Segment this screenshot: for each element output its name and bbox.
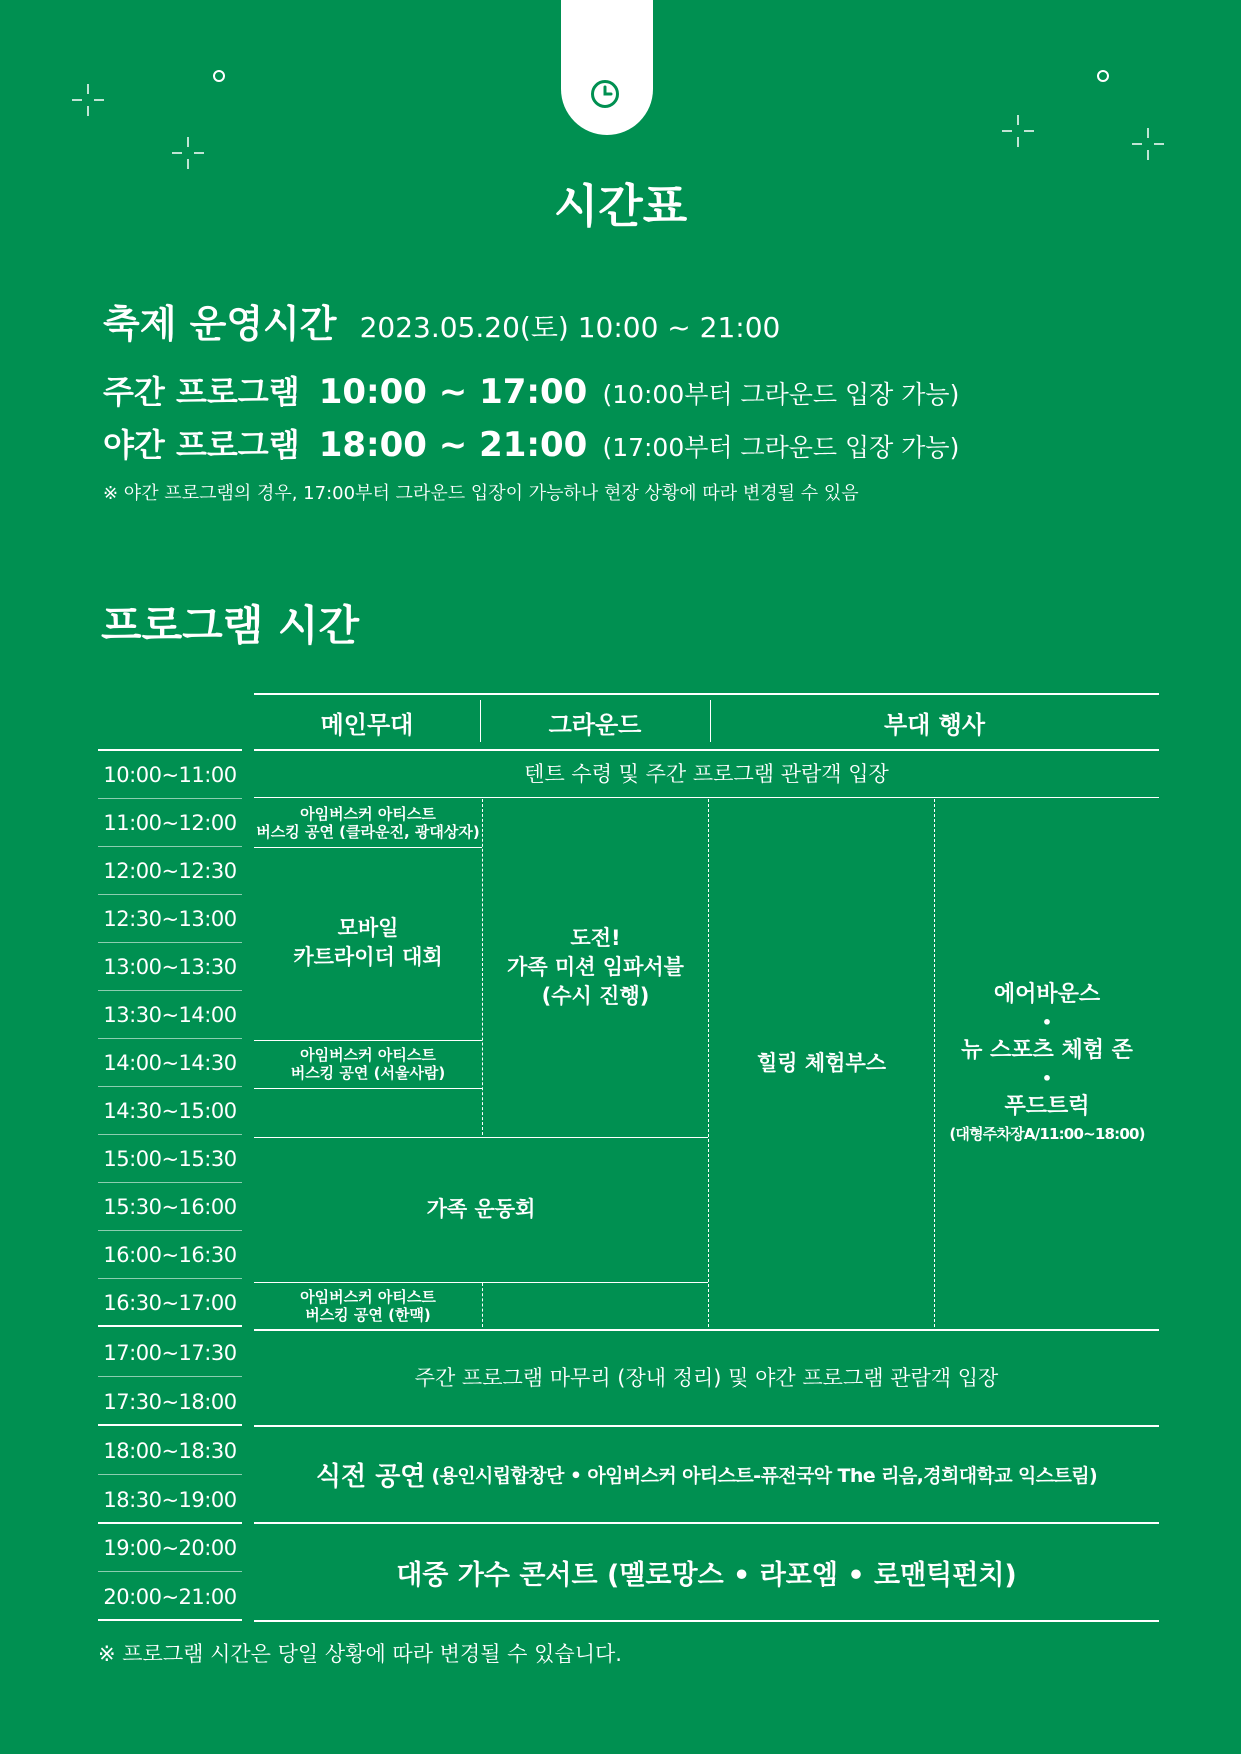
info-note: ※ 야간 프로그램의 경우, 17:00부터 그라운드 입장이 가능하나 현장 상황에 따라 변경될 수 있음 — [103, 483, 859, 504]
table-top-line — [254, 693, 1159, 695]
side-line2: 뉴 스포츠 체험 존 — [961, 1038, 1133, 1063]
busking-1-line2: 버스킹 공연 (클라운진, 광대상자) — [256, 822, 480, 841]
busking-3-cell — [254, 1284, 482, 1328]
time-slot: 19:00~20:00 — [98, 1524, 242, 1572]
clock-icon — [590, 79, 620, 109]
side-line1: 에어바운스 — [993, 982, 1101, 1007]
sparkle-icon — [70, 82, 106, 118]
sparkle-icon — [1000, 113, 1036, 149]
top-tab — [561, 0, 653, 135]
side-bullet: • — [1041, 1069, 1053, 1088]
healing-booth-cell: 힐링 체험부스 — [756, 1050, 887, 1075]
time-slot: 12:00~12:30 — [98, 847, 242, 895]
busking-3-line1: 아임버스커 아티스트 — [300, 1288, 436, 1306]
day-program-label: 주간 프로그램 — [103, 373, 300, 411]
festival-label: 축제 운영시간 — [103, 302, 337, 346]
mobile-line2: 카트라이더 대회 — [293, 945, 443, 969]
time-slot: 14:30~15:00 — [98, 1087, 242, 1135]
ceremony-title: 식전 공연 — [315, 1462, 426, 1492]
ceremony-cell — [254, 1427, 1159, 1522]
day-program-time: 10:00 ~ 17:00 — [318, 372, 588, 412]
time-slot: 15:00~15:30 — [98, 1135, 242, 1183]
time-slot: 16:00~16:30 — [98, 1231, 242, 1279]
row-line — [254, 797, 1159, 798]
time-slot: 13:00~13:30 — [98, 943, 242, 991]
footer-note: ※ 프로그램 시간은 당일 상황에 따라 변경될 수 있습니다. — [98, 1642, 622, 1666]
time-slot: 18:00~18:30 — [98, 1427, 242, 1475]
circle-icon — [1097, 70, 1109, 82]
challenge-line2: 가족 미션 임파서블 — [507, 954, 684, 979]
header-ground: 그라운드 — [548, 711, 642, 739]
side-sub: (대형주차장A/11:00~18:00) — [949, 1125, 1145, 1143]
mobile-cell — [254, 848, 482, 1038]
family-sports-cell: 가족 운동회 — [426, 1197, 536, 1221]
sparkle-icon — [170, 135, 206, 171]
busking-2-line2: 버스킹 공연 (서울사람) — [290, 1064, 446, 1082]
challenge-line1: 도전! — [570, 925, 621, 950]
night-program-label: 야간 프로그램 — [103, 426, 300, 464]
time-slot: 16:30~17:00 — [98, 1279, 242, 1327]
header-main-stage: 메인무대 — [320, 711, 414, 739]
time-slot: 11:00~12:00 — [98, 799, 242, 847]
column-divider — [482, 1283, 483, 1327]
time-slot: 18:30~19:00 — [98, 1476, 242, 1524]
tent-entry-cell: 텐트 수령 및 주간 프로그램 관람객 입장 — [524, 761, 889, 786]
row-line — [254, 1088, 482, 1089]
concert-cell: 대중 가수 콘서트 (멜로망스 • 라포엠 • 로맨틱펀치) — [396, 1559, 1017, 1591]
side-events-cell — [935, 799, 1159, 1327]
challenge-cell — [483, 799, 708, 1135]
busking-3-line2: 버스킹 공연 (한맥) — [305, 1306, 431, 1324]
day-program-note: (10:00부터 그라운드 입장 가능) — [602, 380, 960, 409]
busking-2-cell — [254, 1042, 482, 1086]
time-slot: 13:30~14:00 — [98, 991, 242, 1039]
busking-1-line1: 아임버스커 아티스트 — [300, 804, 436, 823]
festival-hours — [103, 293, 780, 348]
time-slot: 10:00~11:00 — [98, 751, 242, 799]
circle-icon — [213, 70, 225, 82]
night-program-note: (17:00부터 그라운드 입장 가능) — [602, 433, 960, 462]
day-program — [103, 367, 959, 413]
side-line3: 푸드트럭 — [1004, 1094, 1090, 1119]
table-bottom-line — [254, 1620, 1159, 1622]
time-slot: 20:00~21:00 — [98, 1573, 242, 1621]
row-line — [254, 1040, 482, 1041]
header-side-events: 부대 행사 — [883, 711, 986, 739]
closing-cell: 주간 프로그램 마무리 (장내 정리) 및 야간 프로그램 관람객 입장 — [414, 1365, 999, 1390]
busking-1-cell — [254, 800, 482, 845]
challenge-line3: (수시 진행) — [541, 983, 650, 1008]
row-line — [254, 1282, 708, 1283]
time-slot: 17:00~17:30 — [98, 1329, 242, 1377]
time-slot: 17:30~18:00 — [98, 1378, 242, 1426]
sparkle-icon — [1130, 126, 1166, 162]
mobile-line1: 모바일 — [337, 916, 399, 940]
side-bullet: • — [1041, 1013, 1053, 1032]
night-program — [103, 420, 959, 466]
festival-value: 2023.05.20(토) 10:00 ~ 21:00 — [359, 311, 781, 344]
section-title: 프로그램 시간 — [101, 601, 360, 650]
page-title: 시간표 — [553, 179, 688, 233]
ceremony-detail: (용인시립합창단 • 아임버스커 아티스트-퓨전국악 The 리음,경희대학교 익스트림) — [431, 1465, 1098, 1487]
busking-2-line1: 아임버스커 아티스트 — [300, 1046, 436, 1064]
time-slot: 15:30~16:00 — [98, 1183, 242, 1231]
time-slot: 12:30~13:00 — [98, 895, 242, 943]
night-program-time: 18:00 ~ 21:00 — [318, 425, 588, 465]
time-slot: 14:00~14:30 — [98, 1039, 242, 1087]
